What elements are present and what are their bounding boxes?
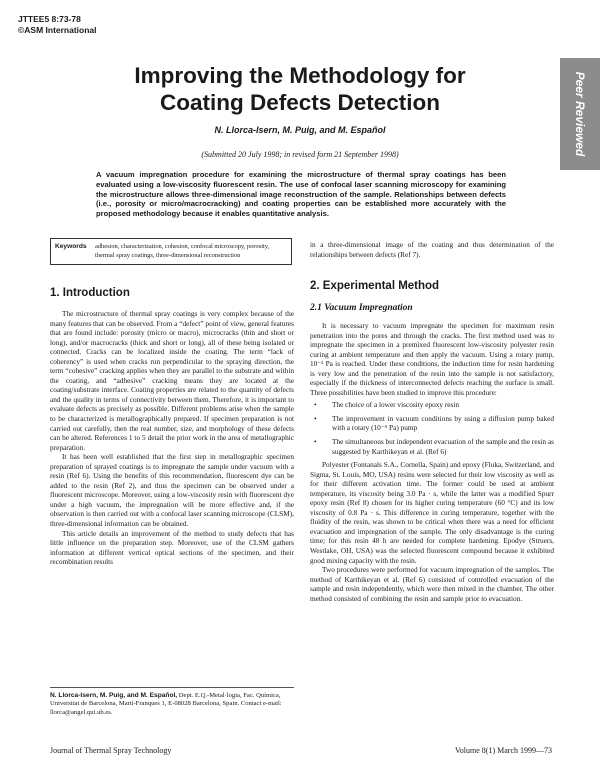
experimental-paragraph-3: Two procedures were performed for vacuum impregnation of the samples. The method of Karthikeyan et al. (Ref 6) consisted of controlled evacuation of the sample and resin independently, which were then mixed in the chamber. The other method consisted of combining the resin and sample prior to evacuation. (310, 565, 554, 603)
right-column-top (310, 240, 554, 259)
keywords-text: adhesion, characterization, cohesion, confocal microscopy, porosity, thermal spray coatings, three-dimensional reconstruction (95, 243, 270, 259)
intro-paragraph-1: The microstructure of thermal spray coatings is very complex because of the many features that can be observed. From a “defect” point of view, general features that are found include: porosity (micro or macro), microcracks (thin and short or long), and/or macrocracks (thick and short or long), all of these being isolated or connected. Cracks can be localized inside the coating. The term “lack of coherency” is used when cracks run perpendicular to the spraying direction, the term “cohesive” cracking applies when they are parallel to the substrate and within the coating, and “adhesive” cracking means they are located at the coating/substrate interface. Coating properties are related to the quantity of defects and the quality in terms of connectivity between them. Therefore, it is important to evaluate defects as precisely as possible. Different problems arise when the sample to be characterized is metallographically prepared. If specimen preparation is not carried out carefully, then the real number, size, and morphology of these defects can be altered. References 1 to 5 detail the prior work in the area of metallographic preparation. (50, 309, 294, 452)
section-heading-experimental: 2. Experimental Method (310, 280, 440, 292)
publisher: ©ASM International (18, 24, 97, 35)
list-item-text: The choice of a lower viscosity epoxy resin (332, 400, 460, 410)
list-item-text: The simultaneous but independent evacuation of the sample and the resin as suggested by Karthikeyan et al. (Ref 6) (332, 437, 554, 456)
authors: N. Llorca-Isern, M. Puig, and M. Español (214, 125, 386, 135)
continued-paragraph: in a three-dimensional image of the coating and thus determination of the relationships between defects (Ref 7). (310, 240, 554, 259)
improvement-list (310, 400, 554, 456)
peer-reviewed-label: Peer Reviewed (573, 71, 587, 157)
list-item (310, 437, 554, 456)
keywords-box (50, 238, 292, 265)
abstract: A vacuum impregnation procedure for examining the microstructure of thermal spray coatings has been evaluated using a low-viscosity fluorescent resin. The use of confocal laser scanning microscopy for examining the microstructure allows three-dimensional image reconstruction of the sample. Relationships between defects (i.e., porosity or micro/macrocracking) and coating properties can be established more accurately with the proposed methodology because it enables quantitative analysis. (96, 170, 506, 219)
left-column (50, 309, 294, 567)
subsection-heading-vacuum: 2.1 Vacuum Impregnation (310, 303, 413, 313)
section-heading-introduction: 1. Introduction (50, 287, 130, 299)
bullet-icon: • (314, 437, 317, 447)
footnote-authors: N. Llorca-Isern, M. Puig, and M. Español, (50, 692, 178, 699)
journal-code: JTTEE5 8:73-78 (18, 14, 81, 24)
title-line-2: Coating Defects Detection (159, 90, 441, 115)
list-item-text: The improvement in vacuum conditions by using a diffusion pump baked with a rotary (10⁻⁵ Pa) pump (332, 413, 554, 433)
title-line-1: Improving the Methodology for (134, 63, 466, 88)
bullet-icon: • (314, 400, 317, 410)
list-item (310, 400, 554, 410)
journal-header (18, 14, 97, 35)
list-item (310, 414, 554, 433)
footnote-affiliation: Dept. E.Q.-Metal·logia, Fac. Química, Universitat de Barcelona, Martí-Franques 1, E-08028 Barcelona, Spain. Contact e-mail: llorca@angel.qui.ub.es. (50, 692, 282, 716)
article-title (40, 62, 560, 116)
bullet-icon: • (314, 413, 317, 423)
experimental-paragraph-1: It is necessary to vacuum impregnate the specimen for maximum resin penetration into the pores and through the cracks. The first method used was to impregnate the specimen in a premixed fluorescent low-viscosity polyester resin curing at ambient temperature and then apply the vacuum. Using a rotary pump, 10⁻² Pa is reached. Under these conditions, the induction time for resin hardening is very low and the penetration of the resin into the sample is not satisfactory, especially if the thickness of interconnected defects reaching the surface is small. Three possibilities have been studied to improve this procedure: (310, 321, 554, 397)
submission-dates: (Submitted 20 July 1998; in revised form 21 September 1998) (201, 150, 399, 159)
intro-paragraph-2: It has been well established that the first step in metallographic specimen preparation of sprayed coatings is to impregnate the sample under vacuum with a resin (Ref 6). Using the benefits of this recommendation, fluorescent dye can be added to the resin (Ref 2), and thus the specimen can be observed under a fluorescent microscope. Moreover, using a low-viscosity resin with fluorescent dye under a high vacuum, the impregnation will be more effective and, if the observation is then carried out with a confocal laser scanning microscope (CLSM), three-dimensional information can be obtained. (50, 452, 294, 529)
keywords-label: Keywords (55, 243, 87, 250)
author-footnote (50, 687, 294, 717)
intro-paragraph-3: This article details an improvement of the method to study defects that has little influence on the preparation step. Moreover, use of the CLSM gathers information at different vertical optical sections of the specimen, and their recombination results (50, 528, 294, 567)
footer-volume-page: Volume 8(1) March 1999—73 (455, 746, 552, 755)
right-column (310, 321, 554, 603)
footer-journal: Journal of Thermal Spray Technology (50, 746, 172, 755)
peer-reviewed-tab (560, 58, 600, 170)
experimental-paragraph-2: Polyester (Fontanals S.A., Cornella, Spain) and epoxy (Fluka, Switzerland, and Sigma, St. Louis, MO, USA) resins were selected for their low viscosity as well as for their different activation time. The former could be used at ambient temperature, its viscosity being 3.0 Pa · s, while the latter was a modified Spurr epoxy resin (Ref 8) chosen for its higher curing temperature (60 °C) and its low viscosity of 0.8 Pa · s. This difference in curing temperature, together with the fluidity of the resin, was shown to be critical when there was a need for efficient evacuation and impregnation of the sample. The only disadvantage is the curing time; for this resin 48 h are needed for complete hardening. Epodye (Struers, Westlake, OH, USA) was the selected fluorescent compound because it exhibited good mixing capacity with the resin. (310, 460, 554, 565)
